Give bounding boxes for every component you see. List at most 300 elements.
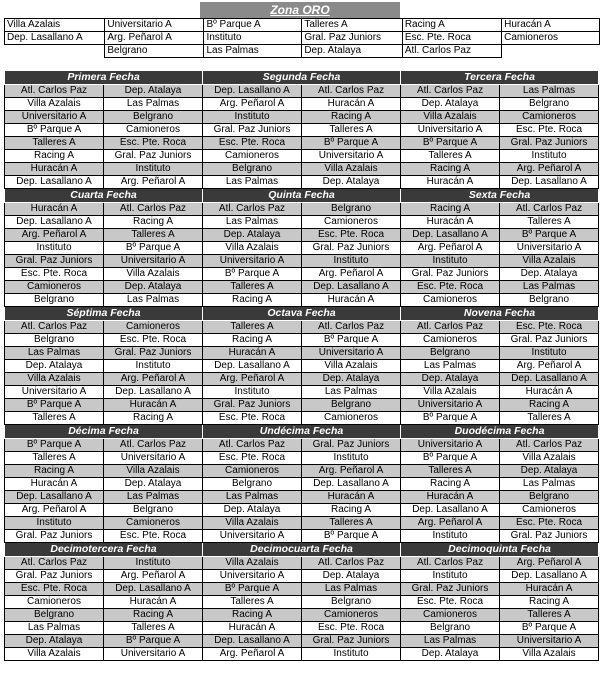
match-row <box>5 412 599 425</box>
home-team-cell: Bº Parque A <box>203 268 302 281</box>
home-team-cell: Dep. Lasallano A <box>5 491 104 504</box>
away-team-cell: Villa Azalais <box>500 452 599 465</box>
home-team-cell: Gral. Paz Juniors <box>5 570 104 583</box>
away-team-cell: Villa Azalais <box>302 163 401 176</box>
away-team-cell: Bº Parque A <box>302 137 401 150</box>
home-team-cell: Instituto <box>203 386 302 399</box>
home-team-cell: Bº Parque A <box>401 452 500 465</box>
zone-team-cell: Gral. Paz Juniors <box>302 32 403 45</box>
away-team-cell: Racing A <box>302 504 401 517</box>
away-team-cell: Dep. Lasallano A <box>104 386 203 399</box>
home-team-cell: Atl. Carlos Paz <box>401 321 500 334</box>
home-team-cell: Racing A <box>401 478 500 491</box>
home-team-cell: Racing A <box>401 163 500 176</box>
away-team-cell: Huracán A <box>302 491 401 504</box>
home-team-cell: Camioneros <box>401 334 500 347</box>
home-team-cell: Universitario A <box>5 111 104 124</box>
match-row <box>5 583 599 596</box>
away-team-cell: Camioneros <box>302 412 401 425</box>
away-team-cell: Camioneros <box>302 216 401 229</box>
home-team-cell: Arg. Peñarol A <box>5 504 104 517</box>
home-team-cell: Gral. Paz Juniors <box>401 268 500 281</box>
match-row <box>5 242 599 255</box>
away-team-cell: Instituto <box>500 347 599 360</box>
fixture-table <box>4 70 599 661</box>
away-team-cell: Bº Parque A <box>302 530 401 543</box>
away-team-cell: Racing A <box>104 216 203 229</box>
home-team-cell: Villa Azalais <box>401 386 500 399</box>
home-team-cell: Arg. Peñarol A <box>401 242 500 255</box>
zone-teams-row <box>5 19 600 32</box>
round-header: Tercera Fecha <box>401 71 599 85</box>
away-team-cell: Bº Parque A <box>302 334 401 347</box>
zone-team-cell: Esc. Pte. Roca <box>402 32 501 45</box>
home-team-cell: Talleres A <box>5 137 104 150</box>
round-header: Primera Fecha <box>5 71 203 85</box>
round-header: Duodécima Fecha <box>401 425 599 439</box>
away-team-cell: Gral. Paz Juniors <box>104 347 203 360</box>
home-team-cell: Talleres A <box>5 412 104 425</box>
away-team-cell: Las Palmas <box>104 294 203 307</box>
away-team-cell: Atl. Carlos Paz <box>500 439 599 452</box>
home-team-cell: Arg. Peñarol A <box>203 373 302 386</box>
home-team-cell: Atl. Carlos Paz <box>203 439 302 452</box>
away-team-cell: Belgrano <box>500 98 599 111</box>
zone-team-cell: Las Palmas <box>204 45 302 58</box>
away-team-cell: Camioneros <box>104 321 203 334</box>
home-team-cell: Dep. Atalaya <box>5 635 104 648</box>
home-team-cell: Las Palmas <box>203 491 302 504</box>
away-team-cell: Dep. Lasallano A <box>500 373 599 386</box>
home-team-cell: Villa Azalais <box>203 557 302 570</box>
away-team-cell: Belgrano <box>104 111 203 124</box>
home-team-cell: Talleres A <box>5 452 104 465</box>
zone-team-cell: Atl. Carlos Paz <box>402 45 501 58</box>
away-team-cell: Camioneros <box>500 504 599 517</box>
match-row <box>5 85 599 98</box>
zone-title: Zona ORO <box>200 2 400 18</box>
away-team-cell: Belgrano <box>302 399 401 412</box>
away-team-cell: Belgrano <box>500 294 599 307</box>
home-team-cell: Arg. Peñarol A <box>5 229 104 242</box>
zone-teams-table <box>4 18 600 58</box>
zone-team-cell: Instituto <box>204 32 302 45</box>
away-team-cell: Dep. Atalaya <box>302 373 401 386</box>
home-team-cell: Atl. Carlos Paz <box>203 203 302 216</box>
away-team-cell: Universitario A <box>104 648 203 661</box>
zone-teams-row <box>5 32 600 45</box>
home-team-cell: Villa Azalais <box>203 517 302 530</box>
match-row <box>5 281 599 294</box>
away-team-cell: Instituto <box>500 150 599 163</box>
home-team-cell: Gral. Paz Juniors <box>5 530 104 543</box>
match-row <box>5 176 599 189</box>
match-row <box>5 373 599 386</box>
match-row <box>5 386 599 399</box>
round-header: Undécima Fecha <box>203 425 401 439</box>
away-team-cell: Huracán A <box>500 386 599 399</box>
home-team-cell: Dep. Atalaya <box>401 373 500 386</box>
away-team-cell: Talleres A <box>500 609 599 622</box>
match-row <box>5 399 599 412</box>
home-team-cell: Bº Parque A <box>5 399 104 412</box>
away-team-cell: Bº Parque A <box>104 635 203 648</box>
match-row <box>5 334 599 347</box>
home-team-cell: Arg. Peñarol A <box>203 98 302 111</box>
home-team-cell: Bº Parque A <box>401 137 500 150</box>
home-team-cell: Huracán A <box>401 176 500 189</box>
home-team-cell: Las Palmas <box>203 216 302 229</box>
away-team-cell: Talleres A <box>302 124 401 137</box>
zone-team-cell: Dep. Atalaya <box>302 45 403 58</box>
away-team-cell: Gral. Paz Juniors <box>500 334 599 347</box>
home-team-cell: Camioneros <box>5 281 104 294</box>
away-team-cell: Instituto <box>104 557 203 570</box>
away-team-cell: Racing A <box>500 596 599 609</box>
home-team-cell: Esc. Pte. Roca <box>5 583 104 596</box>
away-team-cell: Huracán A <box>302 294 401 307</box>
home-team-cell: Dep. Lasallano A <box>5 216 104 229</box>
match-row <box>5 347 599 360</box>
home-team-cell: Dep. Lasallano A <box>5 176 104 189</box>
away-team-cell: Universitario A <box>104 255 203 268</box>
match-row <box>5 635 599 648</box>
match-row <box>5 491 599 504</box>
home-team-cell: Universitario A <box>203 255 302 268</box>
away-team-cell: Atl. Carlos Paz <box>302 85 401 98</box>
match-row <box>5 596 599 609</box>
home-team-cell: Universitario A <box>401 399 500 412</box>
away-team-cell: Arg. Peñarol A <box>500 557 599 570</box>
match-row <box>5 321 599 334</box>
home-team-cell: Las Palmas <box>5 622 104 635</box>
home-team-cell: Atl. Carlos Paz <box>401 85 500 98</box>
zone-team-cell: Huracán A <box>502 19 600 32</box>
home-team-cell: Huracán A <box>5 478 104 491</box>
match-row <box>5 557 599 570</box>
away-team-cell: Bº Parque A <box>500 229 599 242</box>
away-team-cell: Huracán A <box>500 583 599 596</box>
away-team-cell: Talleres A <box>500 412 599 425</box>
home-team-cell: Talleres A <box>203 321 302 334</box>
round-header-row <box>5 543 599 557</box>
round-header: Sexta Fecha <box>401 189 599 203</box>
home-team-cell: Universitario A <box>203 570 302 583</box>
away-team-cell: Arg. Peñarol A <box>500 360 599 373</box>
away-team-cell: Esc. Pte. Roca <box>500 517 599 530</box>
home-team-cell: Dep. Lasallano A <box>203 85 302 98</box>
away-team-cell: Esc. Pte. Roca <box>104 530 203 543</box>
match-row <box>5 150 599 163</box>
away-team-cell: Instituto <box>104 360 203 373</box>
away-team-cell: Talleres A <box>104 622 203 635</box>
away-team-cell: Villa Azalais <box>500 648 599 661</box>
away-team-cell: Talleres A <box>302 517 401 530</box>
home-team-cell: Las Palmas <box>5 347 104 360</box>
away-team-cell: Dep. Atalaya <box>500 268 599 281</box>
away-team-cell: Esc. Pte. Roca <box>500 124 599 137</box>
home-team-cell: Atl. Carlos Paz <box>5 85 104 98</box>
home-team-cell: Instituto <box>5 242 104 255</box>
home-team-cell: Dep. Atalaya <box>203 504 302 517</box>
home-team-cell: Dep. Atalaya <box>203 229 302 242</box>
round-header-row <box>5 425 599 439</box>
away-team-cell: Dep. Atalaya <box>302 570 401 583</box>
home-team-cell: Dep. Lasallano A <box>203 360 302 373</box>
away-team-cell: Universitario A <box>500 242 599 255</box>
round-header: Quinta Fecha <box>203 189 401 203</box>
away-team-cell: Atl. Carlos Paz <box>302 557 401 570</box>
away-team-cell: Las Palmas <box>302 583 401 596</box>
home-team-cell: Instituto <box>401 570 500 583</box>
match-row <box>5 163 599 176</box>
away-team-cell: Esc. Pte. Roca <box>302 622 401 635</box>
away-team-cell: Talleres A <box>104 229 203 242</box>
round-header: Cuarta Fecha <box>5 189 203 203</box>
match-row <box>5 124 599 137</box>
home-team-cell: Racing A <box>203 294 302 307</box>
away-team-cell: Instituto <box>302 452 401 465</box>
zone-teams-row <box>5 45 600 58</box>
home-team-cell: Instituto <box>401 530 500 543</box>
away-team-cell: Dep. Lasallano A <box>302 281 401 294</box>
home-team-cell: Camioneros <box>401 609 500 622</box>
match-row <box>5 255 599 268</box>
home-team-cell: Dep. Atalaya <box>401 98 500 111</box>
away-team-cell: Camioneros <box>500 111 599 124</box>
match-row <box>5 216 599 229</box>
home-team-cell: Talleres A <box>401 465 500 478</box>
home-team-cell: Las Palmas <box>401 635 500 648</box>
home-team-cell: Racing A <box>5 465 104 478</box>
home-team-cell: Gral. Paz Juniors <box>203 124 302 137</box>
match-row <box>5 294 599 307</box>
home-team-cell: Villa Azalais <box>401 111 500 124</box>
home-team-cell: Gral. Paz Juniors <box>5 255 104 268</box>
home-team-cell: Talleres A <box>401 150 500 163</box>
round-header: Décima Fecha <box>5 425 203 439</box>
away-team-cell: Villa Azalais <box>500 255 599 268</box>
match-row <box>5 111 599 124</box>
away-team-cell: Camioneros <box>104 124 203 137</box>
away-team-cell: Las Palmas <box>500 85 599 98</box>
home-team-cell: Instituto <box>401 255 500 268</box>
away-team-cell: Las Palmas <box>104 98 203 111</box>
home-team-cell: Dep. Lasallano A <box>401 229 500 242</box>
home-team-cell: Talleres A <box>203 596 302 609</box>
round-header: Decimocuarta Fecha <box>203 543 401 557</box>
round-header: Decimotercera Fecha <box>5 543 203 557</box>
zone-team-cell: Universitario A <box>105 19 204 32</box>
away-team-cell: Arg. Peñarol A <box>104 176 203 189</box>
home-team-cell: Esc. Pte. Roca <box>401 596 500 609</box>
away-team-cell: Esc. Pte. Roca <box>302 229 401 242</box>
home-team-cell: Camioneros <box>5 596 104 609</box>
away-team-cell: Dep. Lasallano A <box>500 176 599 189</box>
away-team-cell: Camioneros <box>302 609 401 622</box>
home-team-cell: Atl. Carlos Paz <box>5 321 104 334</box>
zone-team-cell: Bº Parque A <box>204 19 302 32</box>
away-team-cell: Gral. Paz Juniors <box>500 137 599 150</box>
away-team-cell: Bº Parque A <box>500 622 599 635</box>
round-header-row <box>5 71 599 85</box>
away-team-cell: Dep. Atalaya <box>104 478 203 491</box>
home-team-cell: Belgrano <box>5 334 104 347</box>
away-team-cell: Villa Azalais <box>302 360 401 373</box>
home-team-cell: Arg. Peñarol A <box>401 517 500 530</box>
match-row <box>5 530 599 543</box>
match-row <box>5 452 599 465</box>
away-team-cell: Atl. Carlos Paz <box>302 321 401 334</box>
home-team-cell: Belgrano <box>5 294 104 307</box>
home-team-cell: Villa Azalais <box>5 648 104 661</box>
match-row <box>5 203 599 216</box>
away-team-cell: Las Palmas <box>500 478 599 491</box>
away-team-cell: Atl. Carlos Paz <box>104 203 203 216</box>
away-team-cell: Belgrano <box>302 203 401 216</box>
home-team-cell: Bº Parque A <box>401 412 500 425</box>
round-header: Segunda Fecha <box>203 71 401 85</box>
home-team-cell: Las Palmas <box>203 176 302 189</box>
home-team-cell: Huracán A <box>5 163 104 176</box>
away-team-cell: Instituto <box>302 648 401 661</box>
home-team-cell: Universitario A <box>401 124 500 137</box>
home-team-cell: Belgrano <box>401 347 500 360</box>
home-team-cell: Talleres A <box>203 281 302 294</box>
home-team-cell: Gral. Paz Juniors <box>401 583 500 596</box>
home-team-cell: Instituto <box>203 111 302 124</box>
home-team-cell: Universitario A <box>5 386 104 399</box>
zone-team-cell <box>5 45 105 58</box>
away-team-cell: Villa Azalais <box>104 268 203 281</box>
round-header-row <box>5 307 599 321</box>
round-header: Novena Fecha <box>401 307 599 321</box>
zone-team-cell: Dep. Lasallano A <box>5 32 105 45</box>
away-team-cell: Esc. Pte. Roca <box>104 137 203 150</box>
away-team-cell: Universitario A <box>302 347 401 360</box>
away-team-cell: Arg. Peñarol A <box>104 373 203 386</box>
home-team-cell: Villa Azalais <box>203 242 302 255</box>
away-team-cell: Huracán A <box>104 596 203 609</box>
away-team-cell: Camioneros <box>104 517 203 530</box>
match-row <box>5 517 599 530</box>
away-team-cell: Racing A <box>104 609 203 622</box>
match-row <box>5 229 599 242</box>
away-team-cell: Dep. Lasallano A <box>104 583 203 596</box>
home-team-cell: Esc. Pte. Roca <box>203 137 302 150</box>
home-team-cell: Atl. Carlos Paz <box>5 557 104 570</box>
away-team-cell: Atl. Carlos Paz <box>500 203 599 216</box>
home-team-cell: Atl. Carlos Paz <box>401 557 500 570</box>
away-team-cell: Huracán A <box>104 399 203 412</box>
zone-team-cell: Villa Azalais <box>5 19 105 32</box>
home-team-cell: Las Palmas <box>401 360 500 373</box>
home-team-cell: Belgrano <box>401 622 500 635</box>
zone-team-cell: Camioneros <box>502 32 600 45</box>
home-team-cell: Arg. Peñarol A <box>203 648 302 661</box>
round-header: Séptima Fecha <box>5 307 203 321</box>
away-team-cell: Dep. Atalaya <box>500 465 599 478</box>
away-team-cell: Talleres A <box>500 216 599 229</box>
match-row <box>5 570 599 583</box>
away-team-cell: Dep. Lasallano A <box>302 478 401 491</box>
match-row <box>5 439 599 452</box>
home-team-cell: Esc. Pte. Roca <box>5 268 104 281</box>
home-team-cell: Esc. Pte. Roca <box>401 281 500 294</box>
home-team-cell: Camioneros <box>203 150 302 163</box>
home-team-cell: Huracán A <box>401 216 500 229</box>
home-team-cell: Racing A <box>203 609 302 622</box>
round-header-row <box>5 189 599 203</box>
home-team-cell: Dep. Lasallano A <box>401 504 500 517</box>
away-team-cell: Las Palmas <box>302 386 401 399</box>
match-row <box>5 465 599 478</box>
home-team-cell: Belgrano <box>5 609 104 622</box>
home-team-cell: Camioneros <box>203 465 302 478</box>
match-row <box>5 268 599 281</box>
zone-team-cell: Belgrano <box>105 45 204 58</box>
home-team-cell: Dep. Lasallano A <box>203 635 302 648</box>
away-team-cell: Dep. Atalaya <box>302 176 401 189</box>
away-team-cell: Gral. Paz Juniors <box>302 635 401 648</box>
match-row <box>5 648 599 661</box>
home-team-cell: Universitario A <box>203 530 302 543</box>
zone-team-cell: Racing A <box>402 19 501 32</box>
home-team-cell: Esc. Pte. Roca <box>203 412 302 425</box>
home-team-cell: Villa Azalais <box>5 98 104 111</box>
home-team-cell: Camioneros <box>401 294 500 307</box>
away-team-cell: Universitario A <box>104 452 203 465</box>
home-team-cell: Esc. Pte. Roca <box>203 452 302 465</box>
away-team-cell: Atl. Carlos Paz <box>104 439 203 452</box>
away-team-cell: Racing A <box>302 111 401 124</box>
home-team-cell: Dep. Atalaya <box>401 648 500 661</box>
away-team-cell: Arg. Peñarol A <box>500 163 599 176</box>
match-row <box>5 609 599 622</box>
zone-team-cell: Arg. Peñarol A <box>105 32 204 45</box>
round-header: Octava Fecha <box>203 307 401 321</box>
away-team-cell: Bº Parque A <box>104 242 203 255</box>
home-team-cell: Universitario A <box>401 439 500 452</box>
away-team-cell: Huracán A <box>302 98 401 111</box>
home-team-cell: Bº Parque A <box>203 583 302 596</box>
zone-team-cell: Talleres A <box>302 19 403 32</box>
match-row <box>5 360 599 373</box>
away-team-cell: Gral. Paz Juniors <box>302 439 401 452</box>
away-team-cell: Instituto <box>104 163 203 176</box>
away-team-cell: Las Palmas <box>500 281 599 294</box>
away-team-cell: Arg. Peñarol A <box>302 268 401 281</box>
home-team-cell: Huracán A <box>401 491 500 504</box>
away-team-cell: Gral. Paz Juniors <box>500 530 599 543</box>
away-team-cell: Instituto <box>302 255 401 268</box>
away-team-cell: Universitario A <box>302 150 401 163</box>
zone-team-cell <box>502 45 600 58</box>
away-team-cell: Esc. Pte. Roca <box>104 334 203 347</box>
away-team-cell: Esc. Pte. Roca <box>500 321 599 334</box>
away-team-cell: Gral. Paz Juniors <box>104 150 203 163</box>
away-team-cell: Belgrano <box>302 596 401 609</box>
home-team-cell: Huracán A <box>5 203 104 216</box>
away-team-cell: Arg. Peñarol A <box>104 570 203 583</box>
away-team-cell: Belgrano <box>500 491 599 504</box>
match-row <box>5 137 599 150</box>
home-team-cell: Racing A <box>401 203 500 216</box>
away-team-cell: Dep. Lasallano A <box>500 570 599 583</box>
away-team-cell: Villa Azalais <box>104 465 203 478</box>
home-team-cell: Instituto <box>5 517 104 530</box>
away-team-cell: Arg. Peñarol A <box>302 465 401 478</box>
